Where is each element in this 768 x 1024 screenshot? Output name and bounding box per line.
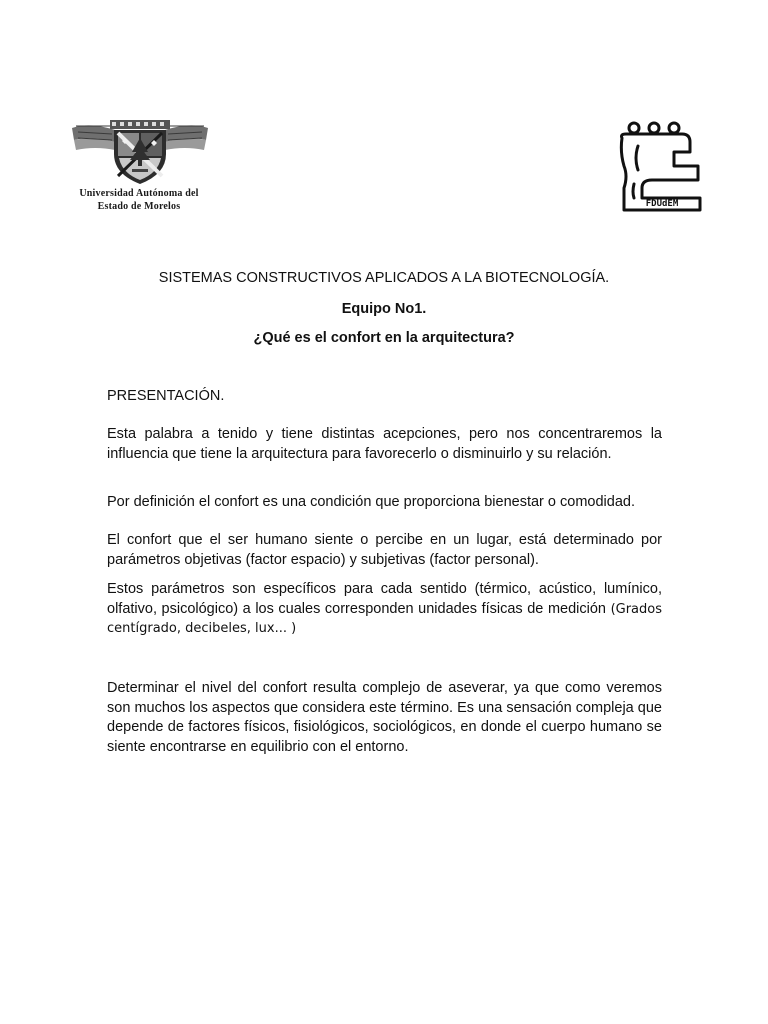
- university-name-line2: Estado de Morelos: [97, 201, 181, 212]
- question-title: ¿Qué es el confort en la arquitectura?: [253, 330, 515, 346]
- paragraph-3: El confort que el ser humano siente o percibe en un lugar, está determinado por parámetros objetivas (factor espacio) y subjetivas (factor personal).: [107, 532, 662, 568]
- paragraph-5: Determinar el nivel del confort resulta complejo de aseverar, ya que como veremos son muchos los aspectos que considera este término. Es una sensación compleja que depende de factores físicos, fisiológicos, sociológicos, en donde el cuerpo humano se siente encontrarse en equilibrio con el entorno.: [107, 680, 662, 755]
- course-title: SISTEMAS CONSTRUCTIVOS APLICADOS A LA BIOTECNOLOGÍA.: [158, 270, 610, 286]
- paragraph-1: Esta palabra a tenido y tiene distintas acepciones, pero nos concentraremos la influencia que tiene la arquitectura para favorecerlo o disminuirlo y su relación.: [107, 426, 662, 462]
- university-crest-icon: [70, 120, 210, 186]
- university-logo: [64, 120, 216, 216]
- faculty-logo: [612, 118, 707, 213]
- paragraph-4-units: (Grados centígrado, decibeles, lux... ): [107, 601, 662, 636]
- paragraph-4: [107, 580, 662, 639]
- paragraph-2: Por definición el confort es una condición que proporciona bienestar o comodidad.: [107, 494, 635, 510]
- team-title: Equipo No1.: [341, 301, 427, 317]
- faculty-emblem-icon: [612, 118, 707, 213]
- section-heading: PRESENTACIÓN.: [107, 388, 225, 404]
- paragraph-4-text: Estos parámetros son específicos para cada sentido (térmico, acústico, lumínico, olfativo, psicológico) a los cuales corresponden unidades físicas de medición: [107, 581, 662, 617]
- university-name-line1: Universidad Autónoma del: [79, 188, 199, 199]
- faculty-logo-text: FDUdEM: [645, 199, 679, 209]
